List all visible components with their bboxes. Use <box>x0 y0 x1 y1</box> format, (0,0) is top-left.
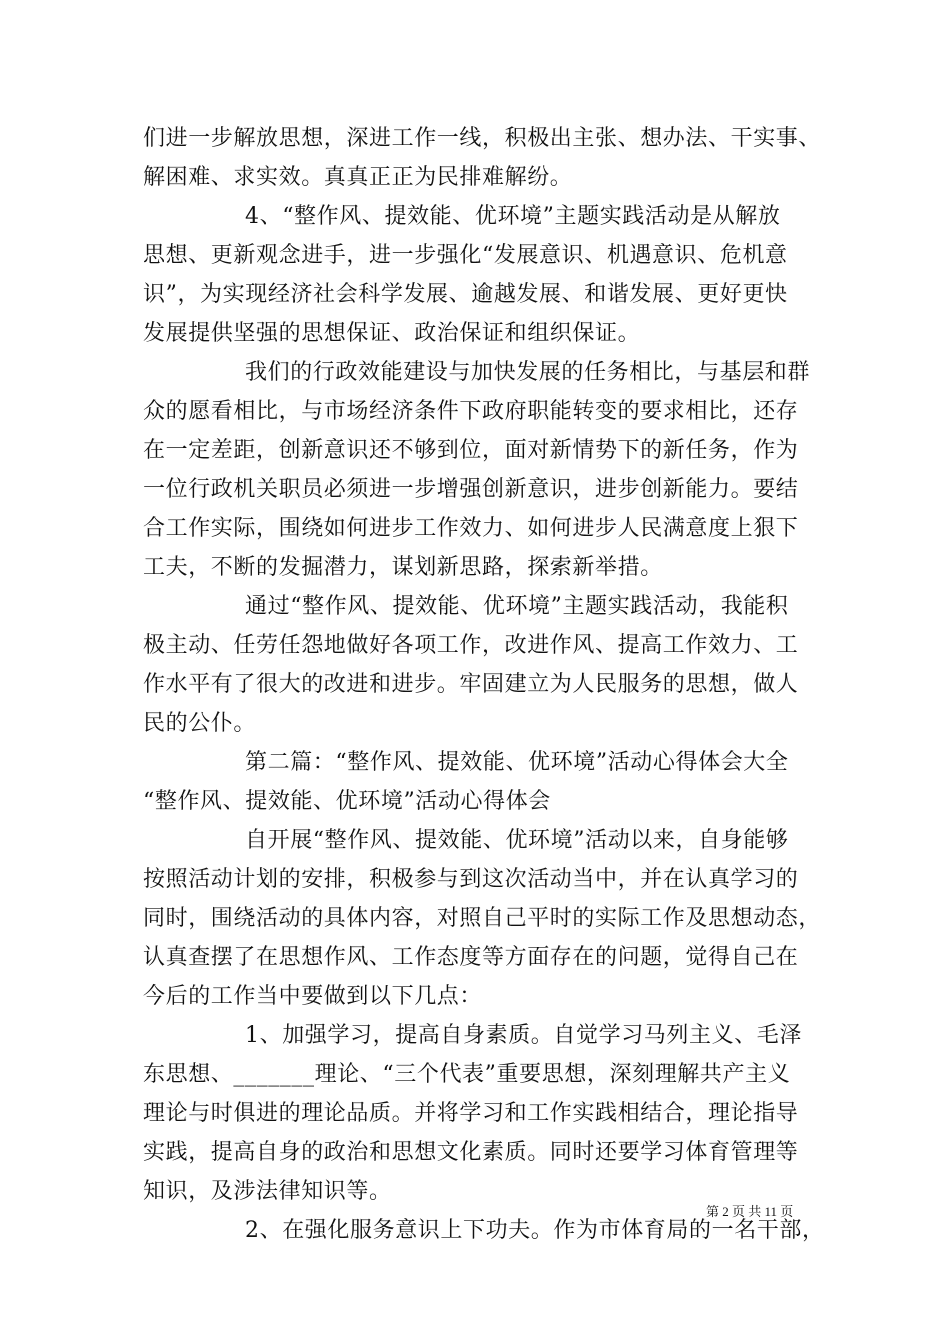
paragraph-line: 一位行政机关职员必须进一步增强创新意识，进步创新能力。要结 <box>143 477 799 502</box>
paragraph-line: 东思想、_______理论、“三个代表”重要思想，深刻理解共产主义 <box>143 1062 791 1087</box>
paragraph-line: 我们的行政效能建设与加快发展的任务相比，与基层和群 <box>245 360 811 385</box>
paragraph-line: 发展提供坚强的思想保证、政治保证和组织保证。 <box>143 321 641 346</box>
paragraph-line: 解困难、求实效。真真正正为民排难解纷。 <box>143 165 573 190</box>
paragraph-line: 实践，提高自身的政治和思想文化素质。同时还要学习体育管理等 <box>143 1140 799 1165</box>
paragraph-line: 4、“整作风、提效能、优环境”主题实践活动是从解放 <box>245 204 781 229</box>
paragraph-line: 认真查摆了在思想作风、工作态度等方面存在的问题，觉得自己在 <box>143 945 799 970</box>
paragraph-line: 工夫，不断的发掘潜力，谋划新思路，探索新举措。 <box>143 555 663 580</box>
paragraph-line: 民的公仆。 <box>143 711 257 736</box>
paragraph-line: 作水平有了很大的改进和进步。牢固建立为人民服务的思想，做人 <box>143 672 799 697</box>
paragraph-line: 2、在强化服务意识上下功夫。作为市体育局的一名干部， <box>245 1218 825 1243</box>
paragraph-line: 1、加强学习，提高自身素质。自觉学习马列主义、毛泽 <box>245 1023 802 1048</box>
paragraph-line: 通过“整作风、提效能、优环境”主题实践活动，我能积 <box>245 594 789 619</box>
paragraph-line: 在一定差距，创新意识还不够到位，面对新情势下的新任务，作为 <box>143 438 799 463</box>
paragraph-line: 自开展“整作风、提效能、优环境”活动以来，自身能够 <box>245 828 789 853</box>
paragraph-line: 今后的工作当中要做到以下几点： <box>143 984 483 1009</box>
paragraph-line: 同时，围绕活动的具体内容，对照自己平时的实际工作及思想动态， <box>143 906 822 931</box>
paragraph-line: 识”，为实现经济社会科学发展、逾越发展、和谐发展、更好更快 <box>143 282 788 307</box>
section-subheading: “整作风、提效能、优环境”活动心得体会 <box>143 789 551 814</box>
paragraph-line: 理论与时俱进的理论品质。并将学习和工作实践相结合，理论指导 <box>143 1101 799 1126</box>
paragraph-line: 众的愿看相比，与市场经济条件下政府职能转变的要求相比，还存 <box>143 399 799 424</box>
paragraph-line: 们进一步解放思想，深进工作一线，积极出主张、想办法、干实事、 <box>143 126 822 151</box>
section-heading: 第二篇：“整作风、提效能、优环境”活动心得体会大全 <box>245 750 789 775</box>
paragraph-line: 合工作实际，围绕如何进步工作效力、如何进步人民满意度上狠下 <box>143 516 799 541</box>
paragraph-line: 思想、更新观念进手，进一步强化“发展意识、机遇意识、危机意 <box>143 243 788 268</box>
page-number: 第 2 页 共 11 页 <box>706 1204 794 1219</box>
paragraph-line: 按照活动计划的安排，积极参与到这次活动当中，并在认真学习的 <box>143 867 799 892</box>
paragraph-line: 极主动、任劳任怨地做好各项工作，改进作风、提高工作效力、工 <box>143 633 799 658</box>
paragraph-line: 知识，及涉法律知识等。 <box>143 1179 392 1204</box>
